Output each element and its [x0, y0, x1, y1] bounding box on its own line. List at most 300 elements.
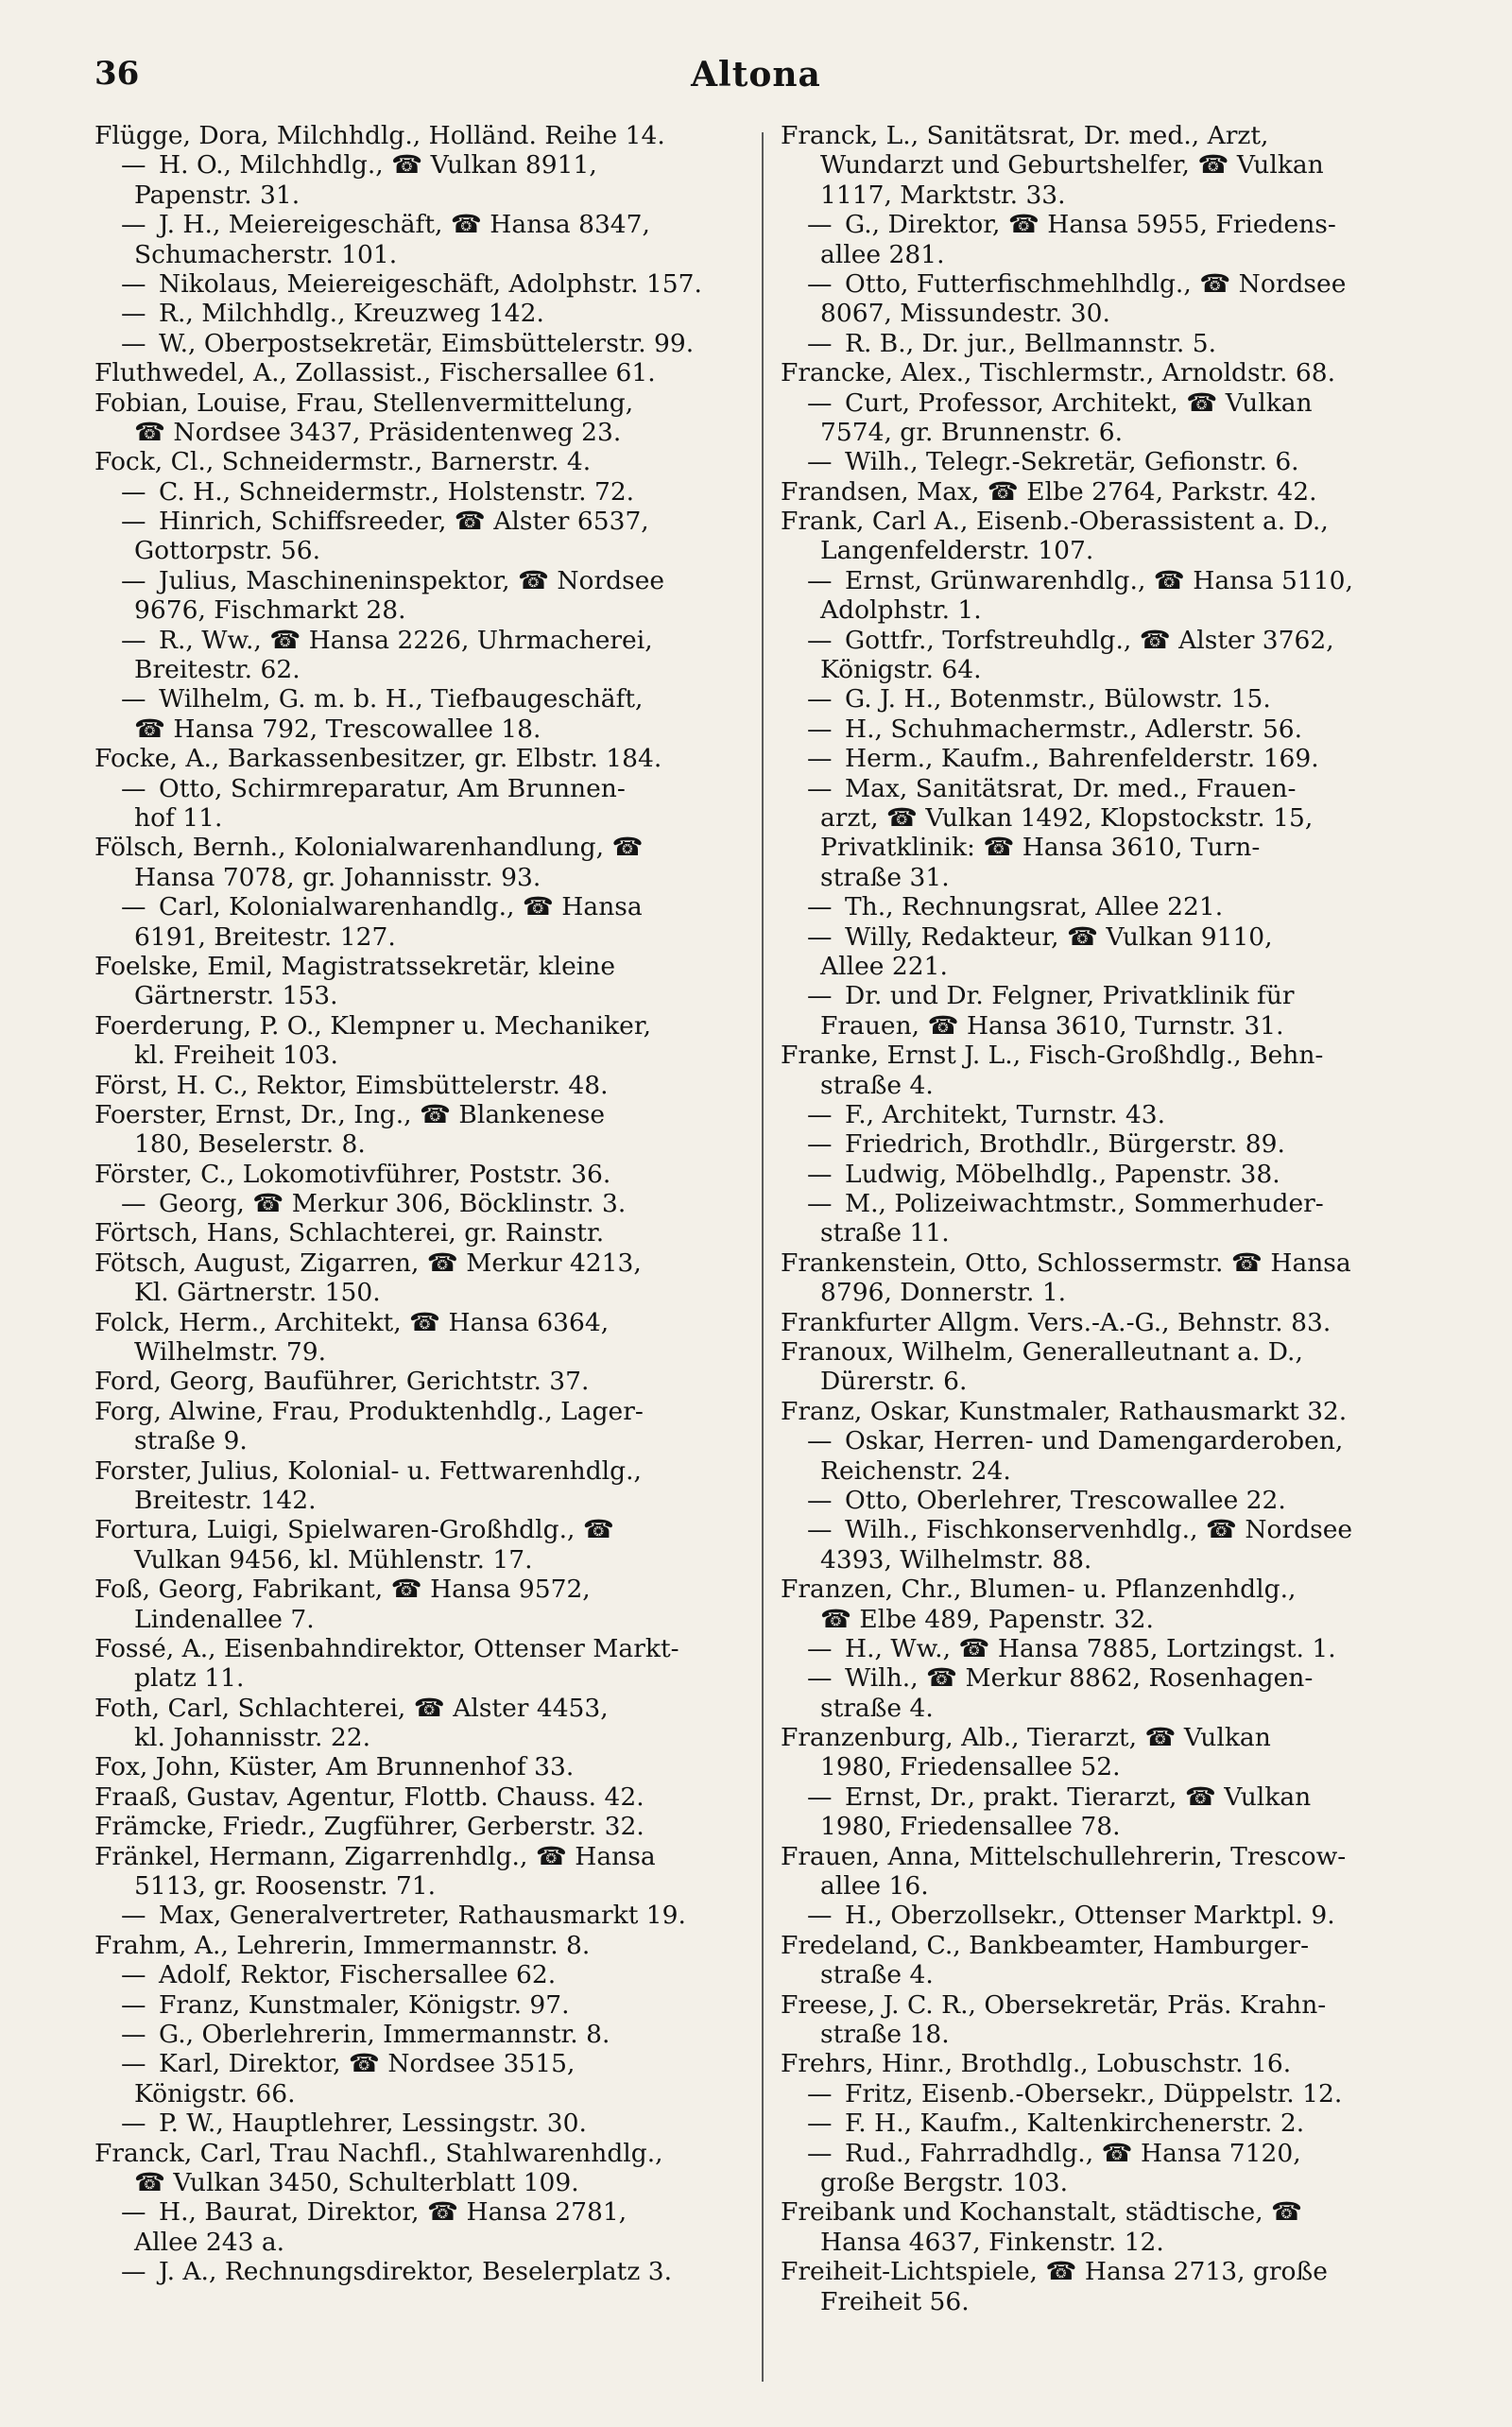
repeat-dash	[121, 2257, 159, 2286]
entry-text: Freiheit 56.	[820, 2286, 970, 2316]
entry-text: Franz, Oskar, Kunstmaler, Rathausmarkt 32.	[781, 1396, 1348, 1426]
entry-text: ☎ Hansa 792, Trescowallee 18.	[134, 714, 541, 744]
entry-text: ☎ Vulkan 3450, Schulterblatt 109.	[134, 2167, 579, 2197]
directory-subentry	[781, 329, 1461, 358]
directory-entry	[781, 2197, 1461, 2227]
directory-subentry	[781, 922, 1461, 952]
entry-text: Focke, A., Barkassenbesitzer, gr. Elbstr. 184.	[94, 744, 662, 774]
entry-text: Wilh., Telegr.-Sekretär, Gefionstr. 6.	[845, 447, 1299, 477]
directory-entry	[94, 1575, 758, 1604]
entry-text: Gottfr., Torfstreuhdlg., ☎ Alster 3762,	[845, 625, 1334, 655]
entry-text: Allee 243 a.	[134, 2227, 285, 2257]
directory-subentry	[94, 210, 758, 239]
entry-text: Papenstr. 31.	[134, 180, 301, 210]
entry-text: J. A., Rechnungsdirektor, Beselerplatz 3.	[159, 2257, 673, 2287]
directory-subentry	[94, 329, 758, 358]
directory-entry-continuation	[781, 1011, 1461, 1041]
directory-entry-continuation	[94, 2079, 758, 2109]
directory-entry-continuation	[781, 418, 1461, 447]
entry-text: Foerderung, P. O., Klempner u. Mechaniker,	[94, 1010, 652, 1041]
directory-entry	[781, 2049, 1461, 2078]
directory-entry-continuation	[94, 1871, 758, 1901]
directory-entry	[781, 1842, 1461, 1871]
repeat-dash	[807, 2079, 845, 2109]
page-title: Altona	[691, 55, 821, 95]
directory-subentry	[781, 1782, 1461, 1812]
directory-entry	[781, 1248, 1461, 1278]
entry-text: Ernst, Grünwarenhdlg., ☎ Hansa 5110,	[845, 565, 1353, 595]
directory-entry-continuation	[781, 863, 1461, 892]
directory-subentry	[781, 2139, 1461, 2168]
directory-subentry	[781, 210, 1461, 239]
directory-entry	[94, 1931, 758, 1960]
repeat-dash	[807, 447, 845, 476]
entry-text: Gottorpstr. 56.	[134, 536, 321, 566]
entry-text: Först, H. C., Rektor, Eimsbüttelerstr. 48.	[94, 1070, 609, 1100]
directory-entry	[781, 477, 1461, 507]
entry-text: allee 16.	[820, 1871, 929, 1902]
entry-text: Hansa 7078, gr. Johannisstr. 93.	[134, 862, 541, 892]
entry-text: Oskar, Herren- und Damengarderoben,	[845, 1426, 1344, 1456]
entry-text: 9676, Fischmarkt 28.	[134, 595, 406, 626]
directory-entry-continuation	[781, 1812, 1461, 1841]
entry-text: große Bergstr. 103.	[820, 2167, 1069, 2197]
directory-entry-continuation	[781, 150, 1461, 180]
directory-entry	[781, 1990, 1461, 2020]
entry-text: Willy, Redakteur, ☎ Vulkan 9110,	[845, 921, 1273, 952]
repeat-dash	[807, 1426, 845, 1455]
entry-text: Francke, Alex., Tischlermstr., Arnoldstr. 68.	[781, 358, 1336, 388]
entry-text: Frank, Carl A., Eisenb.-Oberassistent a. D.,	[781, 507, 1329, 537]
directory-subentry	[781, 1426, 1461, 1455]
entry-text: G. J. H., Botenmstr., Bülowstr. 15.	[845, 684, 1271, 714]
entry-text: Ludwig, Möbelhdlg., Papenstr. 38.	[845, 1159, 1280, 1189]
column-divider	[762, 132, 764, 2382]
directory-entry-continuation	[781, 1694, 1461, 1723]
repeat-dash	[807, 388, 845, 418]
entry-text: 8067, Missundestr. 30.	[820, 299, 1110, 329]
entry-text: Privatklinik: ☎ Hansa 3610, Turn-	[820, 833, 1261, 863]
directory-subentry	[781, 388, 1461, 418]
repeat-dash	[121, 892, 159, 921]
entry-text: R., Ww., ☎ Hansa 2226, Uhrmacherei,	[159, 625, 653, 655]
directory-entry-continuation	[94, 1486, 758, 1515]
directory-entry	[94, 1011, 758, 1041]
directory-entry	[94, 1694, 758, 1723]
directory-entry-continuation	[94, 1663, 758, 1693]
entry-text: Otto, Oberlehrer, Trescowallee 22.	[845, 1485, 1286, 1515]
entry-text: M., Polizeiwachtmstr., Sommerhuder-	[845, 1189, 1324, 1219]
entry-text: Franoux, Wilhelm, Generalleutnant a. D.,	[781, 1337, 1303, 1368]
entry-text: Rud., Fahrradhdlg., ☎ Hansa 7120,	[845, 2138, 1301, 2168]
directory-entry	[94, 1515, 758, 1544]
directory-entry-continuation	[781, 1545, 1461, 1575]
entry-text: F. H., Kaufm., Kaltenkirchenerstr. 2.	[845, 2109, 1305, 2139]
entry-text: H., Schuhmachermstr., Adlerstr. 56.	[845, 714, 1303, 744]
directory-entry	[781, 507, 1461, 536]
entry-text: H., Ww., ☎ Hansa 7885, Lortzingst. 1.	[845, 1633, 1336, 1663]
directory-subentry	[781, 684, 1461, 714]
entry-text: H. O., Milchhdlg., ☎ Vulkan 8911,	[159, 150, 597, 181]
directory-entry-continuation	[94, 418, 758, 447]
entry-text: straße 9.	[134, 1426, 248, 1456]
entry-text: Curt, Professor, Architekt, ☎ Vulkan	[845, 387, 1313, 418]
repeat-dash	[121, 329, 159, 358]
entry-text: straße 31.	[820, 862, 950, 892]
directory-subentry	[781, 714, 1461, 744]
repeat-dash	[807, 1515, 845, 1544]
entry-text: G., Direktor, ☎ Hansa 5955, Friedens-	[845, 210, 1336, 240]
directory-subentry	[94, 566, 758, 595]
entry-text: Ford, Georg, Bauführer, Gerichtstr. 37.	[94, 1367, 590, 1397]
directory-entry-continuation	[94, 1605, 758, 1634]
entry-text: Frankfurter Allgm. Vers.-A.-G., Behnstr. 83.	[781, 1307, 1332, 1337]
directory-subentry	[781, 566, 1461, 595]
entry-text: R., Milchhdlg., Kreuzweg 142.	[159, 299, 544, 329]
entry-text: Hinrich, Schiffsreeder, ☎ Alster 6537,	[159, 507, 649, 537]
entry-text: Frauen, Anna, Mittelschullehrerin, Trescow-	[781, 1841, 1347, 1871]
directory-entry	[781, 2257, 1461, 2286]
entry-text: Friedrich, Brothdlr., Bürgerstr. 89.	[845, 1129, 1285, 1160]
repeat-dash	[807, 1129, 845, 1159]
directory-subentry	[94, 2049, 758, 2078]
entry-text: Fritz, Eisenb.-Obersekr., Düppelstr. 12.	[845, 2078, 1343, 2109]
entry-text: Fölsch, Bernh., Kolonialwarenhandlung, ☎	[94, 833, 644, 863]
repeat-dash	[807, 566, 845, 595]
directory-subentry	[94, 1189, 758, 1218]
entry-text: H., Baurat, Direktor, ☎ Hansa 2781,	[159, 2197, 627, 2228]
entry-text: Breitestr. 62.	[134, 655, 301, 685]
directory-subentry	[781, 981, 1461, 1010]
repeat-dash	[807, 744, 845, 773]
directory-subentry	[781, 1100, 1461, 1129]
directory-entry	[94, 1456, 758, 1486]
entry-text: Hansa 4637, Finkenstr. 12.	[820, 2227, 1164, 2257]
repeat-dash	[121, 2049, 159, 2078]
directory-entry	[94, 388, 758, 418]
directory-entry-continuation	[781, 1752, 1461, 1782]
directory-entry	[94, 1782, 758, 1812]
entry-text: Foerster, Ernst, Dr., Ing., ☎ Blankenese	[94, 1099, 606, 1129]
directory-entry	[781, 1041, 1461, 1070]
entry-text: Wilh., Fischkonservenhdlg., ☎ Nordsee	[845, 1515, 1353, 1545]
repeat-dash	[807, 1486, 845, 1515]
repeat-dash	[807, 1100, 845, 1129]
directory-entry-continuation	[781, 1605, 1461, 1634]
directory-subentry	[94, 774, 758, 803]
entry-text: Reichenstr. 24.	[820, 1455, 1011, 1486]
entry-text: Franck, L., Sanitätsrat, Dr. med., Arzt,	[781, 121, 1269, 150]
entry-text: Franz, Kunstmaler, Königstr. 97.	[159, 1989, 570, 2020]
repeat-dash	[807, 774, 845, 803]
directory-entry-continuation	[781, 833, 1461, 862]
repeat-dash	[807, 1663, 845, 1693]
directory-entry-continuation	[94, 922, 758, 952]
entry-text: Franzen, Chr., Blumen- u. Pflanzenhdlg.,	[781, 1575, 1297, 1605]
directory-entry-continuation	[94, 2228, 758, 2257]
directory-entry-continuation	[781, 240, 1461, 269]
entry-text: Wilhelm, G. m. b. H., Tiefbaugeschäft,	[159, 684, 644, 714]
directory-subentry	[94, 1901, 758, 1930]
repeat-dash	[121, 2020, 159, 2049]
directory-entry-continuation	[781, 2228, 1461, 2257]
directory-entry	[94, 744, 758, 773]
directory-entry-continuation	[781, 1367, 1461, 1396]
directory-entry-continuation	[781, 1218, 1461, 1248]
entry-text: Fock, Cl., Schneidermstr., Barnerstr. 4.	[94, 447, 592, 477]
directory-entry-continuation	[781, 2020, 1461, 2049]
entry-text: Ernst, Dr., prakt. Tierarzt, ☎ Vulkan	[845, 1782, 1312, 1812]
directory-subentry	[94, 299, 758, 328]
directory-subentry	[781, 447, 1461, 476]
directory-entry-continuation	[94, 2168, 758, 2197]
repeat-dash	[807, 2139, 845, 2168]
directory-entry-continuation	[781, 1960, 1461, 1989]
entry-text: Flügge, Dora, Milchhdlg., Holländ. Reihe 14.	[94, 121, 665, 150]
directory-entry	[781, 1308, 1461, 1337]
directory-subentry	[94, 2197, 758, 2227]
entry-text: Franzenburg, Alb., Tierarzt, ☎ Vulkan	[781, 1723, 1271, 1753]
entry-text: Georg, ☎ Merkur 306, Böcklinstr. 3.	[159, 1189, 627, 1219]
directory-entry-continuation	[94, 1041, 758, 1070]
directory-entry-continuation	[94, 1545, 758, 1575]
entry-text: straße 11.	[820, 1218, 950, 1248]
entry-text: Franck, Carl, Trau Nachfl., Stahlwarenhdlg.,	[94, 2138, 663, 2168]
entry-text: 7574, gr. Brunnenstr. 6.	[820, 417, 1124, 447]
entry-text: Franke, Ernst J. L., Fisch-Großhdlg., Behn-	[781, 1041, 1324, 1071]
entry-text: Forg, Alwine, Frau, Produktenhdlg., Lager-	[94, 1396, 644, 1426]
repeat-dash	[807, 714, 845, 744]
entry-text: 5113, gr. Roosenstr. 71.	[134, 1871, 437, 1902]
entry-text: Fränkel, Hermann, Zigarrenhdlg., ☎ Hansa	[94, 1841, 656, 1871]
directory-subentry	[781, 1634, 1461, 1663]
directory-entry	[781, 1723, 1461, 1752]
directory-entry	[781, 121, 1461, 150]
entry-text: Julius, Maschineninspektor, ☎ Nordsee	[159, 565, 665, 595]
directory-subentry	[94, 1960, 758, 1989]
entry-text: Frandsen, Max, ☎ Elbe 2764, Parkstr. 42.	[781, 476, 1317, 507]
entry-text: straße 4.	[820, 1693, 934, 1723]
entry-text: Fossé, A., Eisenbahndirektor, Ottenser Markt-	[94, 1633, 679, 1663]
entry-text: Wilh., ☎ Merkur 8862, Rosenhagen-	[845, 1663, 1314, 1694]
repeat-dash	[121, 1901, 159, 1930]
repeat-dash	[807, 1189, 845, 1218]
directory-subentry	[781, 2079, 1461, 2109]
entry-text: kl. Freiheit 103.	[134, 1041, 338, 1071]
repeat-dash	[807, 2109, 845, 2138]
entry-text: kl. Johannisstr. 22.	[134, 1723, 371, 1753]
entry-text: Schumacherstr. 101.	[134, 239, 398, 269]
directory-subentry	[781, 626, 1461, 655]
entry-text: Freibank und Kochanstalt, städtische, ☎	[781, 2197, 1303, 2228]
repeat-dash	[807, 922, 845, 952]
directory-subentry	[94, 507, 758, 536]
repeat-dash	[121, 1990, 159, 2020]
entry-text: 4393, Wilhelmstr. 88.	[820, 1544, 1092, 1575]
directory-subentry	[781, 2109, 1461, 2138]
repeat-dash	[121, 2197, 159, 2227]
entry-text: Wilhelmstr. 79.	[134, 1337, 327, 1368]
entry-text: Königstr. 64.	[820, 655, 982, 685]
entry-text: straße 18.	[820, 2020, 950, 2049]
directory-entry	[94, 833, 758, 862]
entry-text: 1980, Friedensallee 52.	[820, 1752, 1121, 1782]
directory-entry	[94, 1100, 758, 1129]
repeat-dash	[807, 892, 845, 921]
entry-text: Otto, Futterfischmehlhdlg., ☎ Nordsee	[845, 268, 1347, 299]
entry-text: Lindenallee 7.	[134, 1604, 315, 1634]
entry-text: Freiheit-Lichtspiele, ☎ Hansa 2713, große	[781, 2257, 1328, 2287]
entry-text: Herm., Kaufm., Bahrenfelderstr. 169.	[845, 744, 1319, 774]
entry-text: Th., Rechnungsrat, Allee 221.	[845, 892, 1224, 922]
entry-text: Fraaß, Gustav, Agentur, Flottb. Chauss. 42.	[94, 1782, 644, 1812]
entry-text: Fötsch, August, Zigarren, ☎ Merkur 4213,	[94, 1248, 642, 1278]
directory-subentry	[781, 1515, 1461, 1544]
directory-entry-continuation	[94, 536, 758, 565]
directory-subentry	[94, 150, 758, 180]
repeat-dash	[807, 981, 845, 1010]
directory-entry	[94, 358, 758, 387]
directory-entry-continuation	[781, 181, 1461, 210]
directory-entry-continuation	[781, 1456, 1461, 1486]
repeat-dash	[807, 1782, 845, 1812]
directory-entry-continuation	[94, 181, 758, 210]
page-header	[0, 55, 1512, 112]
directory-entry-continuation	[781, 1871, 1461, 1901]
right-column	[781, 121, 1461, 2399]
repeat-dash	[121, 477, 159, 507]
directory-entry	[94, 1752, 758, 1782]
entry-text: Vulkan 9456, kl. Mühlenstr. 17.	[134, 1544, 533, 1575]
directory-entry-continuation	[94, 1278, 758, 1307]
repeat-dash	[807, 626, 845, 655]
repeat-dash	[121, 150, 159, 180]
entry-text: Frauen, ☎ Hansa 3610, Turnstr. 31.	[820, 1010, 1284, 1041]
directory-subentry	[94, 2257, 758, 2286]
entry-text: arzt, ☎ Vulkan 1492, Klopstockstr. 15,	[820, 802, 1314, 833]
directory-entry	[781, 1575, 1461, 1604]
entry-text: Foth, Carl, Schlachterei, ☎ Alster 4453,	[94, 1693, 609, 1723]
repeat-dash	[121, 774, 159, 803]
directory-subentry	[781, 1129, 1461, 1159]
repeat-dash	[121, 507, 159, 536]
entry-text: Breitestr. 142.	[134, 1485, 317, 1515]
directory-entry-continuation	[781, 2168, 1461, 2197]
directory-entry-continuation	[94, 240, 758, 269]
entry-text: Foelske, Emil, Magistratssekretär, kleine	[94, 951, 616, 981]
repeat-dash	[807, 1901, 845, 1930]
directory-entry-continuation	[781, 655, 1461, 684]
entry-text: Frehrs, Hinr., Brothdlg., Lobuschstr. 16.	[781, 2049, 1292, 2079]
repeat-dash	[807, 684, 845, 714]
directory-entry-continuation	[94, 1129, 758, 1159]
entry-text: Carl, Kolonialwarenhandlg., ☎ Hansa	[159, 892, 643, 922]
entry-text: Foß, Georg, Fabrikant, ☎ Hansa 9572,	[94, 1575, 591, 1605]
entry-text: Nikolaus, Meiereigeschäft, Adolphstr. 157.	[159, 268, 702, 299]
directory-subentry	[94, 269, 758, 299]
directory-entry-continuation	[94, 863, 758, 892]
entry-text: Adolf, Rektor, Fischersallee 62.	[159, 1960, 557, 1990]
directory-subentry	[781, 1901, 1461, 1930]
left-column	[94, 121, 758, 2399]
directory-entry	[94, 952, 758, 981]
directory-entry-continuation	[781, 952, 1461, 981]
entry-text: Frankenstein, Otto, Schlossermstr. ☎ Hansa	[781, 1248, 1351, 1278]
entry-text: Fortura, Luigi, Spielwaren-Großhdlg., ☎	[94, 1515, 614, 1545]
entry-text: Adolphstr. 1.	[820, 595, 982, 626]
directory-subentry	[94, 2109, 758, 2138]
repeat-dash	[807, 269, 845, 299]
entry-text: Langenfelderstr. 107.	[820, 536, 1094, 566]
entry-text: Wundarzt und Geburtshelfer, ☎ Vulkan	[820, 150, 1324, 181]
directory-entry-continuation	[781, 595, 1461, 625]
directory-entry	[94, 1248, 758, 1278]
directory-subentry	[781, 1189, 1461, 1218]
directory-subentry	[94, 892, 758, 921]
repeat-dash	[121, 210, 159, 239]
entry-text: Förster, C., Lokomotivführer, Poststr. 36.	[94, 1159, 611, 1189]
entry-text: 8796, Donnerstr. 1.	[820, 1278, 1067, 1308]
directory-entry	[94, 1812, 758, 1841]
repeat-dash	[807, 210, 845, 239]
entry-text: Fluthwedel, A., Zollassist., Fischersallee 61.	[94, 358, 656, 388]
directory-subentry	[781, 892, 1461, 921]
directory-entry	[781, 1397, 1461, 1426]
directory-subentry	[781, 269, 1461, 299]
entry-text: platz 11.	[134, 1663, 245, 1694]
repeat-dash	[807, 329, 845, 358]
entry-text: R. B., Dr. jur., Bellmannstr. 5.	[845, 328, 1217, 358]
directory-entry-continuation	[94, 595, 758, 625]
directory-entry	[781, 1337, 1461, 1367]
entry-text: J. H., Meiereigeschäft, ☎ Hansa 8347,	[159, 210, 650, 240]
entry-text: Frahm, A., Lehrerin, Immermannstr. 8.	[94, 1930, 591, 1960]
entry-text: G., Oberlehrerin, Immermannstr. 8.	[159, 2020, 610, 2049]
entry-text: hof 11.	[134, 802, 223, 833]
entry-text: Karl, Direktor, ☎ Nordsee 3515,	[159, 2049, 576, 2079]
entry-text: Dr. und Dr. Felgner, Privatklinik für	[845, 981, 1295, 1011]
entry-text: ☎ Nordsee 3437, Präsidentenweg 23.	[134, 417, 622, 447]
directory-entry	[781, 358, 1461, 387]
entry-text: Allee 221.	[820, 951, 948, 981]
repeat-dash	[121, 1960, 159, 1989]
entry-text: F., Architekt, Turnstr. 43.	[845, 1099, 1166, 1129]
directory-subentry	[94, 684, 758, 714]
repeat-dash	[121, 566, 159, 595]
entry-text: 180, Beselerstr. 8.	[134, 1129, 366, 1160]
entry-text: straße 4.	[820, 1960, 934, 1990]
entry-text: Max, Sanitätsrat, Dr. med., Frauen-	[845, 773, 1297, 803]
entry-text: W., Oberpostsekretär, Eimsbüttelerstr. 99.	[159, 328, 695, 358]
entry-text: 6191, Breitestr. 127.	[134, 921, 396, 952]
page-number: 36	[94, 55, 140, 93]
repeat-dash	[807, 1634, 845, 1663]
entry-text: Främcke, Friedr., Zugführer, Gerberstr. 32.	[94, 1812, 644, 1842]
directory-entry	[94, 1308, 758, 1337]
directory-entry-continuation	[781, 536, 1461, 565]
entry-text: Fox, John, Küster, Am Brunnenhof 33.	[94, 1752, 575, 1782]
directory-entry-continuation	[94, 714, 758, 744]
directory-entry	[94, 1634, 758, 1663]
directory-entry-continuation	[781, 299, 1461, 328]
directory-entry	[94, 1397, 758, 1426]
directory-entry	[94, 121, 758, 150]
entry-text: Max, Generalvertreter, Rathausmarkt 19.	[159, 1901, 686, 1931]
entry-text: C. H., Schneidermstr., Holstenstr. 72.	[159, 476, 635, 507]
directory-entry-continuation	[781, 1278, 1461, 1307]
directory-subentry	[94, 2020, 758, 2049]
entry-text: Fobian, Louise, Frau, Stellenvermittelung,	[94, 387, 634, 418]
